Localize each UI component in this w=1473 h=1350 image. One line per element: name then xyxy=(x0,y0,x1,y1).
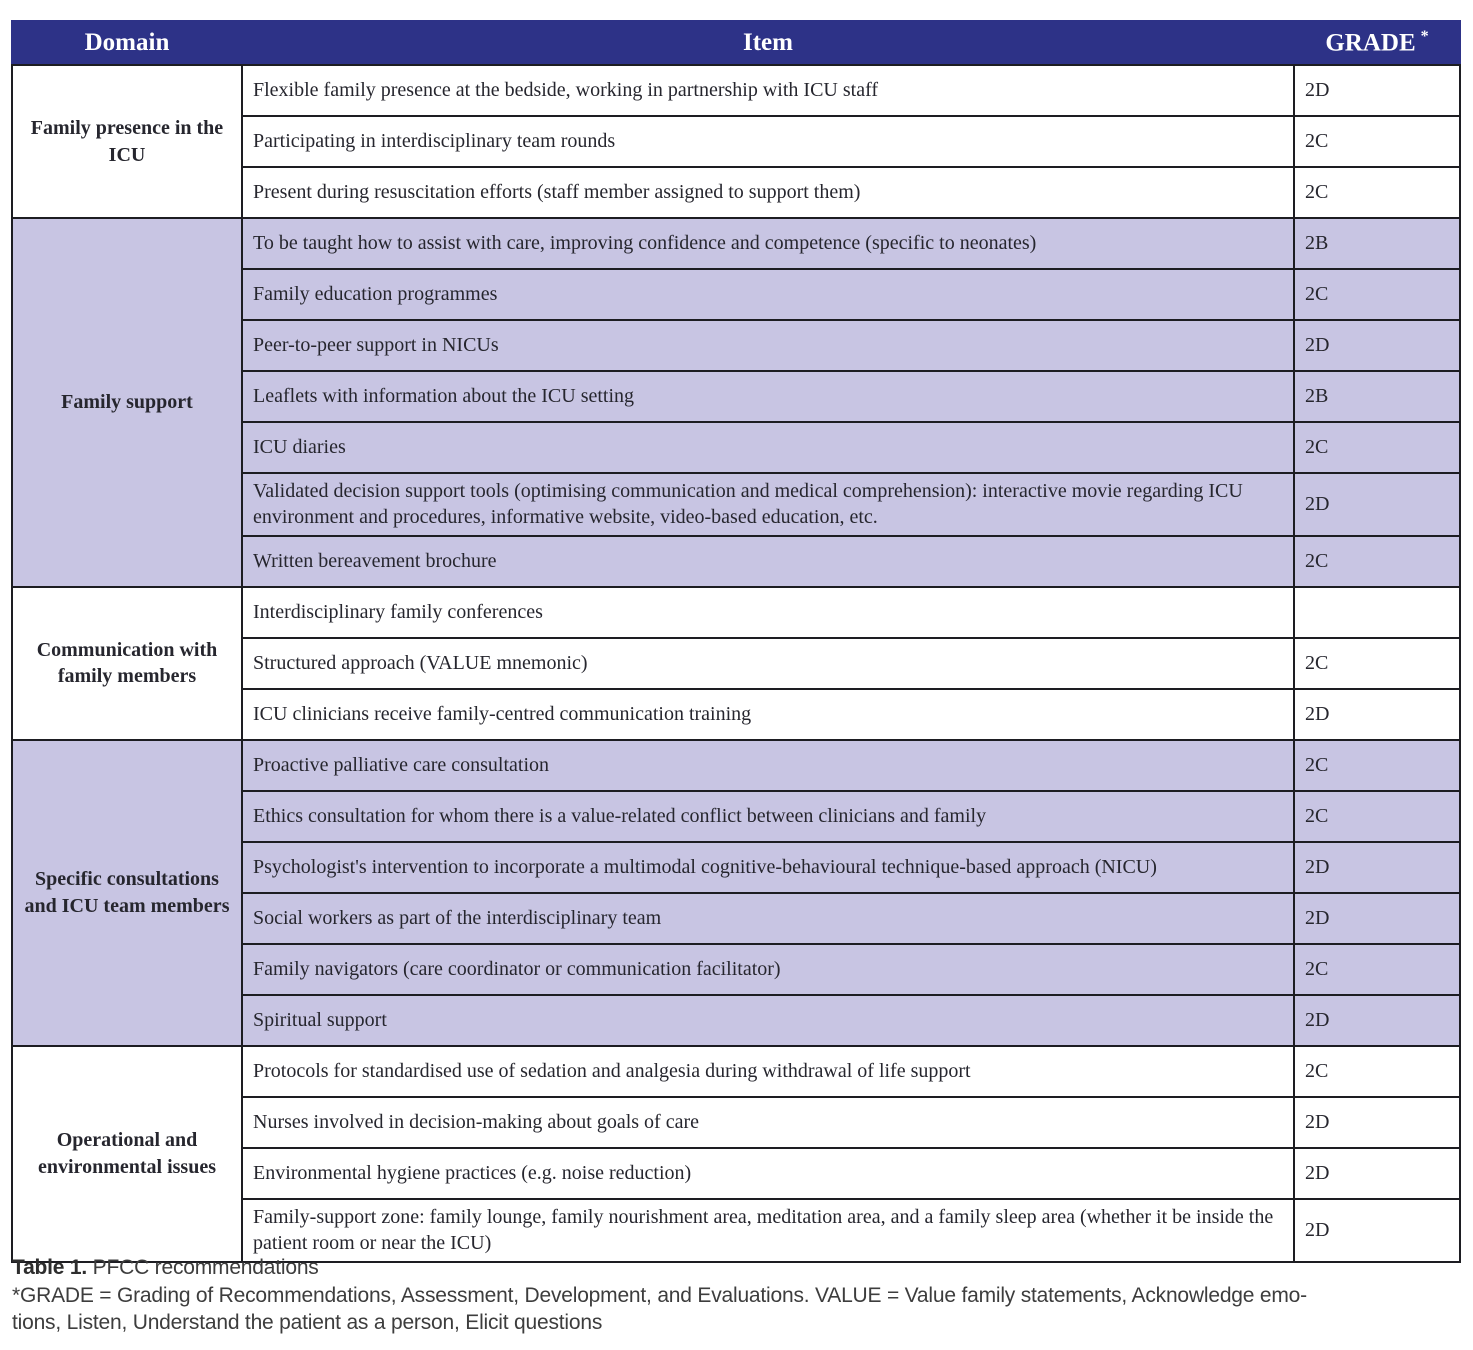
domain-cell: Operational and environmental issues xyxy=(12,1046,242,1262)
item-cell: Peer-to-peer support in NICUs xyxy=(242,320,1294,371)
grade-cell: 2B xyxy=(1294,371,1460,422)
grade-cell: 2C xyxy=(1294,422,1460,473)
item-cell: Environmental hygiene practices (e.g. noise reduction) xyxy=(242,1148,1294,1199)
grade-cell: 2C xyxy=(1294,944,1460,995)
item-cell: Nurses involved in decision-making about goals of care xyxy=(242,1097,1294,1148)
item-cell: Participating in interdisciplinary team rounds xyxy=(242,116,1294,167)
item-cell: Flexible family presence at the bedside, working in partnership with ICU staff xyxy=(242,65,1294,116)
grade-cell: 2D xyxy=(1294,320,1460,371)
grade-cell: 2C xyxy=(1294,638,1460,689)
grade-cell: 2C xyxy=(1294,740,1460,791)
item-cell: Social workers as part of the interdisciplinary team xyxy=(242,893,1294,944)
table-header xyxy=(12,21,1460,65)
grade-cell: 2D xyxy=(1294,1199,1460,1262)
item-cell: ICU diaries xyxy=(242,422,1294,473)
header-row xyxy=(12,21,1460,65)
domain-cell: Specific consultations and ICU team members xyxy=(12,740,242,1046)
grade-cell: 2D xyxy=(1294,893,1460,944)
item-cell: Interdisciplinary family conferences xyxy=(242,587,1294,638)
header-grade xyxy=(1294,21,1460,65)
grade-cell: 2D xyxy=(1294,842,1460,893)
table-row xyxy=(12,1046,1460,1097)
caption-table-title: PFCC recommendations xyxy=(87,1256,319,1279)
caption-footnote-line2: tions, Listen, Understand the patient as a person, Elicit questions xyxy=(12,1311,603,1335)
table-row xyxy=(12,740,1460,791)
grade-cell: 2C xyxy=(1294,167,1460,218)
pfcc-recommendations-table xyxy=(11,20,1461,1263)
grade-cell: 2D xyxy=(1294,1097,1460,1148)
grade-cell: 2C xyxy=(1294,536,1460,587)
item-cell: To be taught how to assist with care, improving confidence and competence (specific to neonates) xyxy=(242,218,1294,269)
table-row xyxy=(12,587,1460,638)
grade-cell: 2D xyxy=(1294,65,1460,116)
header-domain: Domain xyxy=(12,21,242,65)
grade-cell: 2C xyxy=(1294,116,1460,167)
caption-footnote-line1: *GRADE = Grading of Recommendations, Assessment, Development, and Evaluations. VALUE = Value family statements, Acknowledge emo- xyxy=(12,1283,1307,1307)
item-cell: Protocols for standardised use of sedation and analgesia during withdrawal of life support xyxy=(242,1046,1294,1097)
item-cell: Family education programmes xyxy=(242,269,1294,320)
item-cell: Family navigators (care coordinator or communication facilitator) xyxy=(242,944,1294,995)
domain-cell: Communication with family members xyxy=(12,587,242,740)
grade-cell: 2C xyxy=(1294,1046,1460,1097)
pfcc-table-wrap xyxy=(11,20,1459,1263)
caption-title xyxy=(12,1254,1467,1282)
item-cell: Ethics consultation for whom there is a value-related conflict between clinicians and family xyxy=(242,791,1294,842)
caption-table-number: Table 1. xyxy=(12,1256,88,1279)
item-cell: Validated decision support tools (optimising communication and medical comprehension): interactive movie regarding ICU environment and procedures, informative website, video-based education, etc. xyxy=(242,473,1294,536)
item-cell: Family-support zone: family lounge, family nourishment area, meditation area, and a family sleep area (whether it be inside the patient room or near the ICU) xyxy=(242,1199,1294,1262)
item-cell: Written bereavement brochure xyxy=(242,536,1294,587)
grade-cell: 2C xyxy=(1294,269,1460,320)
table-body xyxy=(12,65,1460,1262)
header-item: Item xyxy=(242,21,1294,65)
grade-cell: 2C xyxy=(1294,791,1460,842)
grade-cell: 2B xyxy=(1294,218,1460,269)
item-cell: Proactive palliative care consultation xyxy=(242,740,1294,791)
item-cell: Structured approach (VALUE mnemonic) xyxy=(242,638,1294,689)
grade-cell: 2D xyxy=(1294,995,1460,1046)
domain-cell: Family presence in the ICU xyxy=(12,65,242,218)
grade-cell: 2D xyxy=(1294,1148,1460,1199)
grade-cell: 2D xyxy=(1294,689,1460,740)
table-row xyxy=(12,65,1460,116)
header-grade-label: GRADE xyxy=(1325,29,1416,57)
table-row xyxy=(12,218,1460,269)
item-cell: Leaflets with information about the ICU setting xyxy=(242,371,1294,422)
item-cell: Present during resuscitation efforts (staff member assigned to support them) xyxy=(242,167,1294,218)
item-cell: Psychologist's intervention to incorporate a multimodal cognitive-behavioural technique-based approach (NICU) xyxy=(242,842,1294,893)
grade-cell: 2D xyxy=(1294,473,1460,536)
item-cell: Spiritual support xyxy=(242,995,1294,1046)
grade-cell xyxy=(1294,587,1460,638)
domain-cell: Family support xyxy=(12,218,242,587)
header-grade-asterisk: * xyxy=(1420,28,1429,46)
table-caption xyxy=(12,1254,1467,1337)
item-cell: ICU clinicians receive family-centred communication training xyxy=(242,689,1294,740)
